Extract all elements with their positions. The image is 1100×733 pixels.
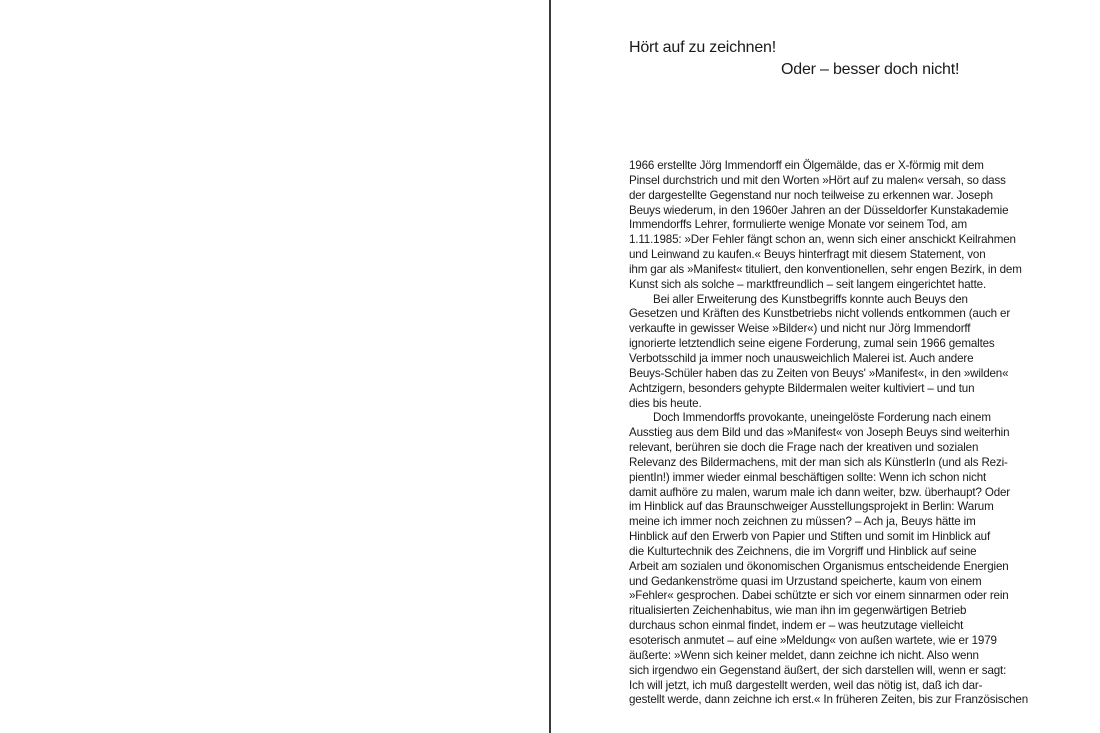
body-text-line: Arbeit am sozialen und ökonomischen Organismus entscheidende Energien (629, 559, 1009, 573)
body-text-line: relevant, berühren sie doch die Frage nach der kreativen und sozialen (629, 441, 979, 455)
body-text-line: Immendorffs Lehrer, formulierte wenige Monate vor seinem Tod, am (629, 218, 967, 232)
body-text-line: ignorierte letztendlich seine eigene Forderung, zumal sein 1966 gemaltes (629, 337, 995, 351)
body-text-line: verkaufte in gewisser Weise »Bilder«) und nicht nur Jörg Immendorff (629, 322, 971, 336)
body-text-block (629, 159, 1028, 708)
body-text-line: ritualisierten Zeichenhabitus, wie man ihn im gegenwärtigen Betrieb (629, 604, 967, 618)
body-text-line: Verbotsschild ja immer noch unausweichlich Malerei ist. Auch andere (629, 351, 974, 365)
body-text-line: pientIn!) immer wieder einmal beschäftigen sollte: Wenn ich schon nicht (629, 470, 987, 484)
body-text-line: damit aufhöre zu malen, warum male ich dann weiter, bzw. überhaupt? Oder (629, 485, 1011, 499)
body-text-line: esoterisch anmutet – auf eine »Meldung« von außen wartete, wie er 1979 (629, 634, 997, 647)
body-text-line: Doch Immendorffs provokante, uneingelöste Forderung nach einem (653, 411, 991, 425)
heading-line-2: Oder – besser doch nicht! (781, 61, 960, 78)
body-text-line: der dargestellte Gegenstand nur noch teilweise zu erkennen war. Joseph (629, 188, 993, 202)
body-text-line: im Hinblick auf das Braunschweiger Ausstellungsprojekt in Berlin: Warum (629, 500, 994, 514)
body-text-line: Relevanz des Bildermachens, mit der man sich als KünstlerIn (und als Rezi- (629, 455, 1008, 469)
body-text-line: und Gedankenströme quasi im Urzustand speicherte, kaum von einem (629, 574, 982, 588)
body-text-line: Beuys wiederum, in den 1960er Jahren an der Düsseldorfer Kunstakademie (629, 203, 1009, 217)
body-text-line: 1966 erstellte Jörg Immendorff ein Ölgemälde, das er X-förmig mit dem (629, 159, 984, 172)
body-text-line: ihm gar als »Manifest« tituliert, den konventionellen, sehr engen Bezirk, in dem (629, 262, 1022, 276)
heading-line-1: Hört auf zu zeichnen! (629, 39, 776, 56)
body-text-line: sich irgendwo ein Gegenstand äußert, der sich darstellen will, wenn er sagt: (629, 663, 1007, 677)
body-text-line: gestellt werde, dann zeichne ich erst.« In früheren Zeiten, bis zur Französischen (629, 693, 1028, 707)
body-text-line: Achtzigern, besonders gehypte Bildermalen weiter kultiviert – und tun (629, 381, 975, 395)
body-text-line: Kunst sich als solche – marktfreundlich – seit langem eingerichtet hatte. (629, 277, 987, 291)
body-text-line: Hinblick auf den Erwerb von Papier und Stiften und somit im Hinblick auf (629, 530, 991, 544)
body-text-line: und Leinwand zu kaufen.« Beuys hinterfragt mit diesem Statement, von (629, 248, 986, 262)
body-text-line: durchaus schon einmal findet, indem er – was heutzutage vielleicht (629, 619, 964, 633)
body-text-line: dies bis heute. (629, 396, 702, 410)
body-text-line: Beuys-Schüler haben das zu Zeiten von Beuys' »Manifest«, in den »wilden« (629, 366, 1009, 380)
body-text-line: Pinsel durchstrich und mit den Worten »Hört auf zu malen« versah, so dass (629, 173, 1006, 187)
body-text-line: 1.11.1985: »Der Fehler fängt schon an, wenn sich einer anschickt Keilrahmen (629, 233, 1016, 247)
body-text-line: Gesetzen und Kräften des Kunstbetriebs nicht vollends entkommen (auch er (629, 307, 1011, 321)
body-text-line: äußerte: »Wenn sich keiner meldet, dann zeichne ich nicht. Also wenn (629, 648, 979, 662)
body-text-line: die Kulturtechnik des Zeichnens, die im Vorgriff und Hinblick auf seine (629, 544, 977, 558)
body-text-line: meine ich immer noch zeichnen zu müssen? – Ach ja, Beuys hätte im (629, 515, 976, 529)
body-text-line: Ausstieg aus dem Bild und das »Manifest« von Joseph Beuys sind weiterhin (629, 426, 1010, 440)
body-text-line: »Fehler« gesprochen. Dabei schützte er sich vor einem sinnarmen oder rein (629, 589, 1009, 603)
body-text-line: Bei aller Erweiterung des Kunstbegriffs konnte auch Beuys den (653, 292, 968, 306)
right-page (551, 0, 1100, 733)
body-text-line: Ich will jetzt, ich muß dargestellt werden, weil das nötig ist, daß ich dar- (629, 678, 983, 692)
